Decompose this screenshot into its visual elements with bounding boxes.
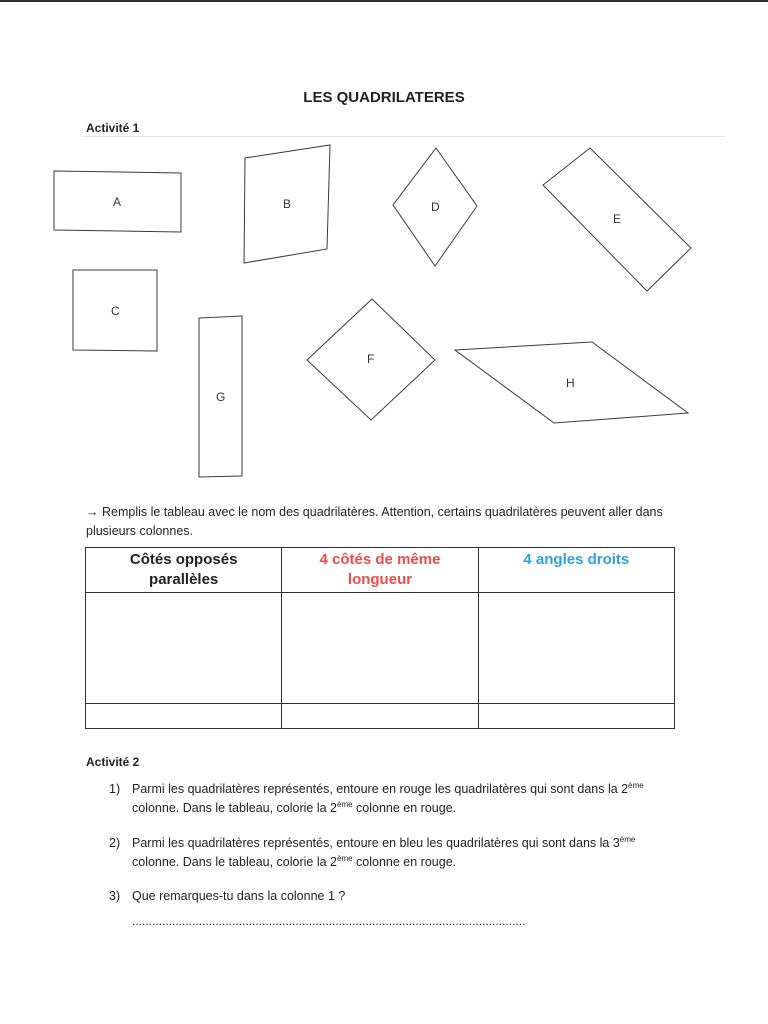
shape-label-a: A [113,195,122,209]
instruction [86,503,686,541]
activity-2-heading: Activité 2 [86,755,140,769]
q1-line-2-end: colonne en rouge. [352,801,457,815]
instruction-text: Remplis le tableau avec le nom des quadrilatères. Attention, certains quadrilatères peuvent aller dans plusieurs colonnes. [86,505,663,538]
arrow-icon: → [86,505,99,519]
page-title: LES QUADRILATERES [303,89,465,106]
header-col-3-line-1: 4 angles droits [523,551,630,568]
shape-label-f: F [367,352,375,366]
q1-line-2: colonne. Dans le tableau, colorie la 2 [132,801,337,815]
question-2 [109,834,689,874]
q1-sup-1: ème [628,780,644,790]
header-col-right-angles [478,548,674,593]
header-col-2-line-1: 4 côtés de même [319,551,441,568]
q2-line-2: colonne. Dans le tableau, colorie la 2 [132,855,337,869]
table-answer-row [86,593,675,704]
q1-sup-2: ème [337,799,353,809]
answer-line[interactable]: ...................................................................................................................... [132,914,526,928]
q2-sup-1: ème [619,834,636,844]
question-2-number: 2) [109,836,121,850]
header-col-equal-sides [282,548,478,593]
shape-label-h: H [566,376,575,390]
q2-line-1: Parmi les quadrilatères représentés, entoure en bleu les quadrilatères qui sont dans la 3 [132,836,620,850]
quadrilaterals-figure [0,0,768,500]
question-3-number: 3) [109,889,121,903]
answer-cell-col-1[interactable] [86,593,282,704]
shape-label-e: E [613,212,622,226]
q2-line-2-end: colonne en rouge. [352,855,457,869]
table-header-row [86,548,675,593]
question-3 [109,887,689,907]
question-3-text: Que remarques-tu dans la colonne 1 ? [132,889,346,903]
question-1-number: 1) [109,782,121,796]
question-2-text [132,834,672,872]
activity-1-heading: Activité 1 [86,121,140,135]
color-cell-col-1[interactable] [86,704,282,729]
header-col-parallel [86,548,282,593]
header-col-1-line-1: Côtés opposés [129,551,238,568]
shape-label-c: C [111,304,120,318]
classification-table [85,547,675,729]
header-col-2-line-2: longueur [347,571,413,588]
question-1-text [132,780,672,818]
question-1 [109,780,689,820]
color-cell-col-3[interactable] [478,704,674,729]
table-color-row [86,704,675,729]
header-col-1-line-2: parallèles [149,571,219,588]
q1-line-1: Parmi les quadrilatères représentés, entoure en rouge les quadrilatères qui sont dans la 2 [132,782,629,796]
color-cell-col-2[interactable] [282,704,478,729]
shape-label-g: G [216,390,226,404]
shape-label-d: D [431,200,440,214]
answer-cell-col-3[interactable] [478,593,674,704]
answer-cell-col-2[interactable] [282,593,478,704]
q2-sup-2: ème [337,853,353,863]
shape-label-b: B [283,197,292,211]
